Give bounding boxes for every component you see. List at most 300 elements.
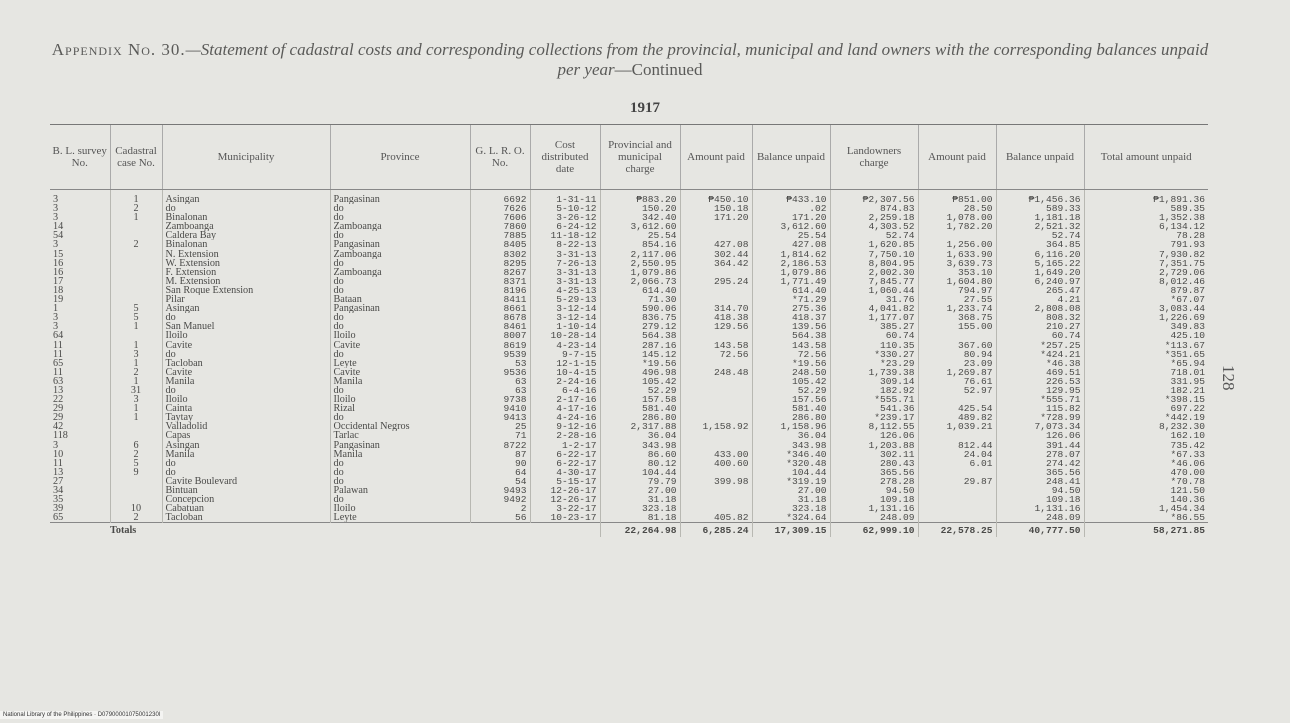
landowners-balance-cell: 210.27	[996, 322, 1084, 331]
landowners-paid-cell: 1,782.20	[918, 222, 996, 231]
municipality-cell: Asingan	[162, 195, 330, 204]
total-cell: 62,999.10	[830, 523, 918, 538]
province-cell: Rizal	[330, 404, 470, 413]
total-cell: 40,777.50	[996, 523, 1084, 538]
survey-no-cell: 65	[53, 513, 64, 523]
landowners-charge-cell: 2,002.30	[830, 268, 918, 277]
landowners-charge-cell: ₱2,307.56	[830, 195, 918, 204]
landowners-balance-cell: 248.09	[996, 513, 1084, 523]
date-cell: 3-26-12	[530, 213, 600, 222]
provincial-balance-cell: 581.40	[752, 404, 830, 413]
table-row	[50, 341, 1208, 350]
landowners-balance-cell: 1,131.16	[996, 504, 1084, 513]
total-unpaid-cell: *67.33	[1084, 450, 1208, 459]
survey-no-cell: 63	[53, 376, 64, 386]
survey-no-cell: 3	[53, 213, 59, 223]
date-cell: 2-17-16	[530, 395, 600, 404]
date-cell: 2-28-16	[530, 431, 600, 440]
landowners-charge-cell: 1,060.44	[830, 286, 918, 295]
provincial-paid-cell	[680, 386, 752, 395]
provincial-balance-cell: 1,771.49	[752, 277, 830, 286]
total-unpaid-cell: 879.87	[1084, 286, 1208, 295]
provincial-balance-cell: 323.18	[752, 504, 830, 513]
survey-no-cell: 3	[53, 204, 59, 214]
landowners-paid-cell: 1,269.87	[918, 368, 996, 377]
table-row	[50, 495, 1208, 504]
glro-no-cell: 8411	[470, 295, 530, 304]
provincial-paid-cell: 427.08	[680, 240, 752, 249]
col-header: Amount paid	[680, 125, 752, 190]
total-unpaid-cell: 162.10	[1084, 431, 1208, 440]
provincial-balance-cell: 1,814.62	[752, 250, 830, 259]
landowners-balance-cell: *424.21	[996, 350, 1084, 359]
survey-no-cell: 65	[53, 358, 64, 368]
total-unpaid-cell: 349.83	[1084, 322, 1208, 331]
province-cell: Palawan	[330, 486, 470, 495]
provincial-balance-cell: 25.54	[752, 231, 830, 240]
landowners-balance-cell: 1,649.20	[996, 268, 1084, 277]
landowners-balance-cell: 808.32	[996, 313, 1084, 322]
glro-no-cell: 7606	[470, 213, 530, 222]
landowners-charge-cell: 31.76	[830, 295, 918, 304]
municipality-cell: Manila	[162, 450, 330, 459]
case-no-cell: 3	[110, 395, 162, 404]
total-unpaid-cell: 1,226.69	[1084, 313, 1208, 322]
case-no-cell: 2	[110, 240, 162, 249]
provincial-charge-cell: *19.56	[600, 359, 680, 368]
landowners-paid-cell: 353.10	[918, 268, 996, 277]
landowners-paid-cell: 52.97	[918, 386, 996, 395]
landowners-charge-cell: 110.35	[830, 341, 918, 350]
survey-no-cell: 39	[53, 504, 64, 514]
glro-no-cell: 6692	[470, 195, 530, 204]
col-header: Amount paid	[918, 125, 996, 190]
col-header: G. L. R. O. No.	[470, 125, 530, 190]
survey-no-cell: 3	[53, 195, 59, 205]
total-unpaid-cell: 7,930.82	[1084, 250, 1208, 259]
provincial-paid-cell: 171.20	[680, 213, 752, 222]
provincial-charge-cell: 496.98	[600, 368, 680, 377]
total-unpaid-cell: *351.65	[1084, 350, 1208, 359]
glro-no-cell: 9413	[470, 413, 530, 422]
table-row	[50, 413, 1208, 422]
landowners-balance-cell: ₱1,456.36	[996, 195, 1084, 204]
document-heading	[40, 40, 1220, 80]
total-unpaid-cell: 3,083.44	[1084, 304, 1208, 313]
landowners-charge-cell: 385.27	[830, 322, 918, 331]
landowners-charge-cell: 1,620.85	[830, 240, 918, 249]
table-row	[50, 422, 1208, 431]
total-unpaid-cell: *113.67	[1084, 341, 1208, 350]
provincial-charge-cell: 2,317.88	[600, 422, 680, 431]
municipality-cell: Binalonan	[162, 213, 330, 222]
province-cell: do	[330, 259, 470, 268]
table-row	[50, 504, 1208, 513]
provincial-balance-cell: 27.00	[752, 486, 830, 495]
provincial-charge-cell: 581.40	[600, 404, 680, 413]
table-row	[50, 222, 1208, 231]
provincial-paid-cell: 129.56	[680, 322, 752, 331]
date-cell: 6-22-17	[530, 459, 600, 468]
landowners-paid-cell	[918, 468, 996, 477]
heading-lead: Appendix No. 30.	[51, 40, 186, 59]
provincial-paid-cell: 418.38	[680, 313, 752, 322]
provincial-balance-cell: 171.20	[752, 213, 830, 222]
survey-no-cell: 10	[53, 449, 64, 459]
table-row	[50, 377, 1208, 386]
survey-no-cell: 3	[53, 322, 59, 332]
landowners-balance-cell: 226.53	[996, 377, 1084, 386]
municipality-cell: F. Extension	[162, 268, 330, 277]
landowners-charge-cell: 109.18	[830, 495, 918, 504]
total-unpaid-cell: 8,012.46	[1084, 277, 1208, 286]
landowners-charge-cell: 1,131.16	[830, 504, 918, 513]
landowners-paid-cell	[918, 231, 996, 240]
municipality-cell: do	[162, 386, 330, 395]
landowners-paid-cell	[918, 495, 996, 504]
table-body	[50, 190, 1208, 523]
glro-no-cell: 9493	[470, 486, 530, 495]
province-cell: do	[330, 204, 470, 213]
landowners-paid-cell: 1,256.00	[918, 240, 996, 249]
glro-no-cell: 9492	[470, 495, 530, 504]
total-unpaid-cell: 182.21	[1084, 386, 1208, 395]
province-cell: do	[330, 459, 470, 468]
landowners-balance-cell: *555.71	[996, 395, 1084, 404]
case-no-cell	[110, 486, 162, 495]
landowners-balance-cell: 7,073.34	[996, 422, 1084, 431]
table-row	[50, 213, 1208, 222]
provincial-charge-cell: 614.40	[600, 286, 680, 295]
date-cell: 5-10-12	[530, 204, 600, 213]
date-cell: 4-24-16	[530, 413, 600, 422]
municipality-cell: do	[162, 313, 330, 322]
provincial-balance-cell: 3,612.60	[752, 222, 830, 231]
landowners-balance-cell: 365.56	[996, 468, 1084, 477]
provincial-balance-cell: ₱433.10	[752, 195, 830, 204]
provincial-charge-cell: 36.04	[600, 431, 680, 440]
landowners-balance-cell: 265.47	[996, 286, 1084, 295]
survey-no-cell: 3	[53, 440, 59, 450]
total-unpaid-cell: 1,352.38	[1084, 213, 1208, 222]
survey-no-cell: 13	[53, 467, 64, 477]
municipality-cell: Manila	[162, 377, 330, 386]
landowners-charge-cell: 52.74	[830, 231, 918, 240]
glro-no-cell: 8678	[470, 313, 530, 322]
landowners-balance-cell: 52.74	[996, 231, 1084, 240]
landowners-charge-cell: 4,303.52	[830, 222, 918, 231]
glro-no-cell: 8661	[470, 304, 530, 313]
total-unpaid-cell: 8,232.30	[1084, 422, 1208, 431]
total-cell: 58,271.85	[1084, 523, 1208, 538]
case-no-cell	[110, 222, 162, 231]
date-cell: 5-15-17	[530, 477, 600, 486]
municipality-cell: Capas	[162, 431, 330, 440]
provincial-balance-cell: 157.56	[752, 395, 830, 404]
province-cell: Tarlac	[330, 431, 470, 440]
provincial-paid-cell	[680, 504, 752, 513]
date-cell: 3-31-13	[530, 268, 600, 277]
table-row	[50, 513, 1208, 523]
glro-no-cell: 8371	[470, 277, 530, 286]
landowners-paid-cell: 76.61	[918, 377, 996, 386]
case-no-cell: 1	[110, 413, 162, 422]
landowners-paid-cell: 24.04	[918, 450, 996, 459]
landowners-balance-cell: 469.51	[996, 368, 1084, 377]
landowners-balance-cell: 5,165.22	[996, 259, 1084, 268]
municipality-cell: Binalonan	[162, 240, 330, 249]
survey-no-cell: 11	[53, 349, 63, 359]
province-cell: Bataan	[330, 295, 470, 304]
landowners-paid-cell: 6.01	[918, 459, 996, 468]
province-cell: Leyte	[330, 359, 470, 368]
case-no-cell	[110, 259, 162, 268]
provincial-paid-cell: 150.18	[680, 204, 752, 213]
province-cell: Iloilo	[330, 331, 470, 340]
survey-no-cell: 42	[53, 422, 64, 432]
archive-footer: National Library of the Philippines · D07900001075001230l	[0, 711, 163, 719]
municipality-cell: do	[162, 204, 330, 213]
provincial-paid-cell: 433.00	[680, 450, 752, 459]
province-cell: Iloilo	[330, 504, 470, 513]
survey-no-cell: 34	[53, 486, 64, 496]
landowners-charge-cell: *330.27	[830, 350, 918, 359]
province-cell: Leyte	[330, 513, 470, 523]
provincial-paid-cell	[680, 395, 752, 404]
provincial-paid-cell: 302.44	[680, 250, 752, 259]
col-header: Cadastral case No.	[110, 125, 162, 190]
landowners-paid-cell: 1,604.80	[918, 277, 996, 286]
provincial-charge-cell: 81.18	[600, 513, 680, 523]
total-unpaid-cell: 718.01	[1084, 368, 1208, 377]
total-unpaid-cell: 425.10	[1084, 331, 1208, 340]
landowners-charge-cell: 280.43	[830, 459, 918, 468]
glro-no-cell: 53	[470, 359, 530, 368]
province-cell: Occidental Negros	[330, 422, 470, 431]
provincial-balance-cell: 72.56	[752, 350, 830, 359]
case-no-cell: 1	[110, 322, 162, 331]
provincial-charge-cell: 2,117.06	[600, 250, 680, 259]
landowners-charge-cell: 7,750.10	[830, 250, 918, 259]
landowners-paid-cell: 3,639.73	[918, 259, 996, 268]
landowners-balance-cell: *257.25	[996, 341, 1084, 350]
province-cell: Zamboanga	[330, 222, 470, 231]
provincial-balance-cell: 143.58	[752, 341, 830, 350]
glro-no-cell: 9536	[470, 368, 530, 377]
total-unpaid-cell: 791.93	[1084, 240, 1208, 249]
total-unpaid-cell: 1,454.34	[1084, 504, 1208, 513]
table-row	[50, 322, 1208, 331]
municipality-cell: Bintuan	[162, 486, 330, 495]
provincial-charge-cell: 342.40	[600, 213, 680, 222]
case-no-cell: 3	[110, 350, 162, 359]
province-cell: Pangasinan	[330, 304, 470, 313]
landowners-charge-cell: 365.56	[830, 468, 918, 477]
survey-no-cell: 19	[53, 295, 64, 305]
col-header: Cost distributed date	[530, 125, 600, 190]
province-cell: do	[330, 350, 470, 359]
survey-no-cell: 29	[53, 413, 64, 423]
case-no-cell: 6	[110, 441, 162, 450]
total-unpaid-cell: *65.94	[1084, 359, 1208, 368]
provincial-balance-cell: 31.18	[752, 495, 830, 504]
provincial-charge-cell: 157.58	[600, 395, 680, 404]
total-unpaid-cell: *86.55	[1084, 513, 1208, 523]
landowners-balance-cell: 6,240.97	[996, 277, 1084, 286]
case-no-cell: 1	[110, 213, 162, 222]
province-cell: do	[330, 468, 470, 477]
landowners-charge-cell: *239.17	[830, 413, 918, 422]
table-row	[50, 195, 1208, 204]
case-no-cell	[110, 331, 162, 340]
case-no-cell	[110, 277, 162, 286]
landowners-balance-cell: 115.82	[996, 404, 1084, 413]
provincial-balance-cell: *320.48	[752, 459, 830, 468]
province-cell: Pangasinan	[330, 195, 470, 204]
provincial-paid-cell	[680, 431, 752, 440]
table-row	[50, 450, 1208, 459]
total-cell: 22,264.98	[600, 523, 680, 538]
survey-no-cell: 64	[53, 331, 64, 341]
date-cell: 5-29-13	[530, 295, 600, 304]
province-cell: Manila	[330, 377, 470, 386]
survey-no-cell: 35	[53, 495, 64, 505]
provincial-charge-cell: 145.12	[600, 350, 680, 359]
case-no-cell: 1	[110, 404, 162, 413]
case-no-cell	[110, 422, 162, 431]
provincial-balance-cell: 418.37	[752, 313, 830, 322]
landowners-balance-cell: 364.85	[996, 240, 1084, 249]
province-cell: do	[330, 277, 470, 286]
landowners-balance-cell: 60.74	[996, 331, 1084, 340]
landowners-balance-cell: 278.07	[996, 450, 1084, 459]
cadastral-cost-table	[50, 124, 1208, 537]
table-row	[50, 277, 1208, 286]
case-no-cell	[110, 286, 162, 295]
year-label: 1917	[630, 100, 660, 116]
case-no-cell: 9	[110, 468, 162, 477]
provincial-charge-cell: 86.60	[600, 450, 680, 459]
provincial-balance-cell: *346.40	[752, 450, 830, 459]
glro-no-cell: 7860	[470, 222, 530, 231]
landowners-charge-cell: 60.74	[830, 331, 918, 340]
survey-no-cell: 3	[53, 240, 59, 250]
survey-no-cell: 16	[53, 267, 64, 277]
landowners-paid-cell	[918, 331, 996, 340]
province-cell: do	[330, 231, 470, 240]
survey-no-cell: 29	[53, 404, 64, 414]
case-no-cell: 10	[110, 504, 162, 513]
municipality-cell: Iloilo	[162, 395, 330, 404]
table-row	[50, 231, 1208, 240]
total-cell: 6,285.24	[680, 523, 752, 538]
provincial-paid-cell: ₱450.10	[680, 195, 752, 204]
municipality-cell: Cavite	[162, 368, 330, 377]
table-row	[50, 259, 1208, 268]
landowners-charge-cell: 302.11	[830, 450, 918, 459]
provincial-charge-cell: 279.12	[600, 322, 680, 331]
survey-no-cell: 16	[53, 258, 64, 268]
case-no-cell: 1	[110, 195, 162, 204]
glro-no-cell: 8267	[470, 268, 530, 277]
province-cell: do	[330, 213, 470, 222]
date-cell: 4-30-17	[530, 468, 600, 477]
landowners-paid-cell: 80.94	[918, 350, 996, 359]
col-header: Landowners charge	[830, 125, 918, 190]
landowners-paid-cell: 367.60	[918, 341, 996, 350]
landowners-paid-cell: 29.87	[918, 477, 996, 486]
landowners-charge-cell: 2,259.18	[830, 213, 918, 222]
date-cell: 12-1-15	[530, 359, 600, 368]
case-no-cell: 1	[110, 359, 162, 368]
landowners-charge-cell: *555.71	[830, 395, 918, 404]
survey-no-cell: 27	[53, 476, 64, 486]
provincial-balance-cell: 286.80	[752, 413, 830, 422]
provincial-paid-cell	[680, 441, 752, 450]
province-cell: do	[330, 413, 470, 422]
provincial-charge-cell: 150.20	[600, 204, 680, 213]
col-header: Municipality	[162, 125, 330, 190]
table-row	[50, 441, 1208, 450]
provincial-balance-cell: 104.44	[752, 468, 830, 477]
case-no-cell	[110, 295, 162, 304]
landowners-paid-cell: 812.44	[918, 441, 996, 450]
landowners-balance-cell: 2,808.08	[996, 304, 1084, 313]
landowners-charge-cell: 8,112.55	[830, 422, 918, 431]
total-unpaid-cell: 78.28	[1084, 231, 1208, 240]
table-row	[50, 250, 1208, 259]
provincial-paid-cell	[680, 413, 752, 422]
province-cell: do	[330, 495, 470, 504]
provincial-paid-cell: 364.42	[680, 259, 752, 268]
municipality-cell: Caldera Bay	[162, 231, 330, 240]
provincial-charge-cell: 3,612.60	[600, 222, 680, 231]
totals-row	[50, 523, 1208, 538]
provincial-balance-cell: 343.98	[752, 441, 830, 450]
landowners-paid-cell	[918, 395, 996, 404]
landowners-balance-cell: 129.95	[996, 386, 1084, 395]
date-cell: 6-22-17	[530, 450, 600, 459]
date-cell: 3-12-14	[530, 313, 600, 322]
glro-no-cell: 7626	[470, 204, 530, 213]
provincial-paid-cell	[680, 359, 752, 368]
total-unpaid-cell: 140.36	[1084, 495, 1208, 504]
provincial-charge-cell: 105.42	[600, 377, 680, 386]
province-cell: do	[330, 286, 470, 295]
table-row	[50, 477, 1208, 486]
municipality-cell: Cainta	[162, 404, 330, 413]
total-unpaid-cell: 697.22	[1084, 404, 1208, 413]
glro-no-cell: 8405	[470, 240, 530, 249]
provincial-charge-cell: 286.80	[600, 413, 680, 422]
provincial-paid-cell: 295.24	[680, 277, 752, 286]
table-row	[50, 359, 1208, 368]
landowners-charge-cell: 1,739.38	[830, 368, 918, 377]
total-unpaid-cell: 7,351.75	[1084, 259, 1208, 268]
date-cell: 6-4-16	[530, 386, 600, 395]
table-row	[50, 395, 1208, 404]
provincial-paid-cell	[680, 268, 752, 277]
landowners-paid-cell: 28.50	[918, 204, 996, 213]
glro-no-cell: 9410	[470, 404, 530, 413]
case-no-cell: 31	[110, 386, 162, 395]
landowners-charge-cell: 4,041.82	[830, 304, 918, 313]
totals-label: Totals	[50, 523, 600, 538]
date-cell: 3-12-14	[530, 304, 600, 313]
survey-no-cell: 118	[53, 431, 68, 441]
provincial-paid-cell: 143.58	[680, 341, 752, 350]
survey-no-cell: 15	[53, 249, 64, 259]
